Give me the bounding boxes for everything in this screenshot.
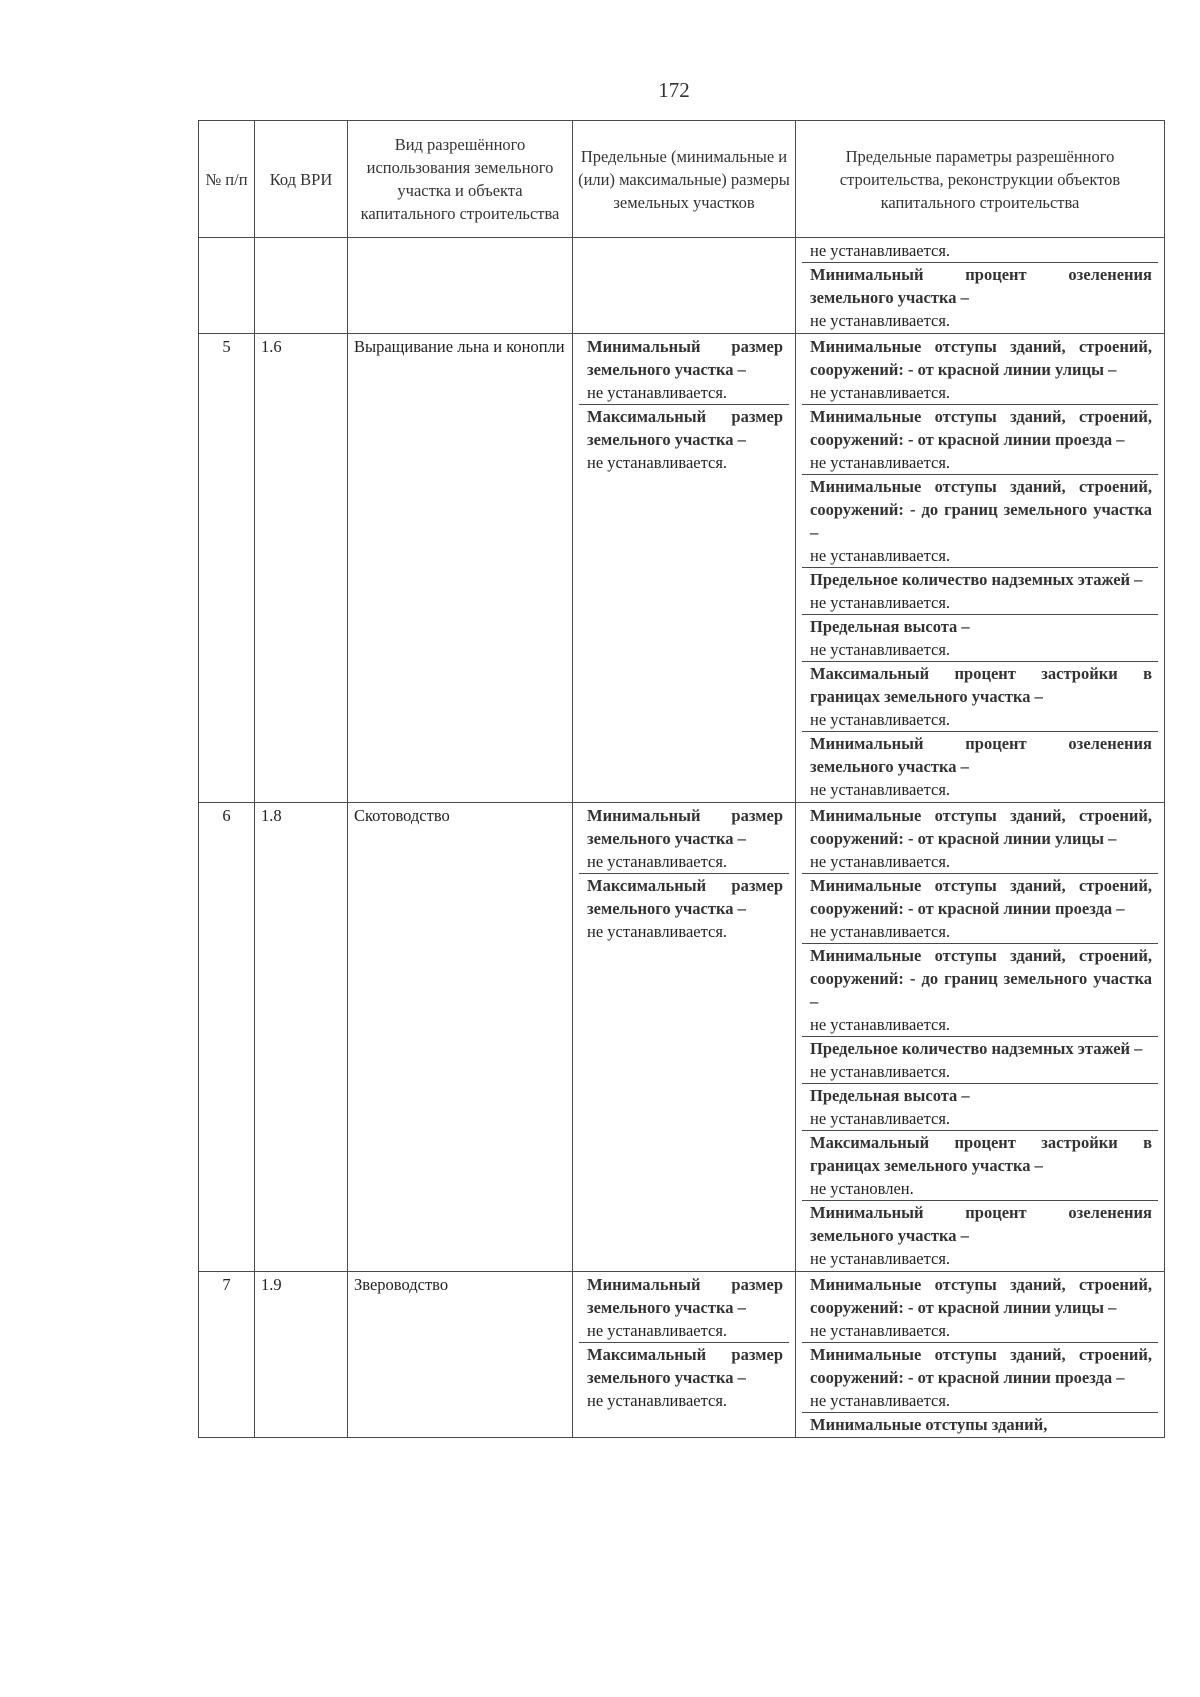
size-item-label: Максимальный размер земельного участка – [587,876,783,918]
row-name: Выращивание льна и конопли [348,334,573,803]
param-item-value: не устанавливается. [810,922,951,941]
row-code: 1.6 [255,334,348,803]
param-item [802,944,1158,1037]
size-item-label: Минимальный размер земельного участка – [587,806,783,848]
param-item-label: Минимальные отступы зданий, строений, сооружений: - от красной линии улицы – [810,1275,1152,1317]
param-item-label: Максимальный процент застройки в границах земельного участка – [810,664,1152,706]
row-number: 6 [199,803,255,1272]
param-item-value: не устанавливается. [810,241,951,260]
row-code: 1.8 [255,803,348,1272]
header-num: № п/п [199,121,255,238]
page-number: 172 [658,78,690,102]
size-item [579,1273,789,1343]
params-cell [796,1272,1165,1438]
sizes-cell [573,1272,796,1438]
table-row [199,1272,1165,1438]
param-item-value: не устанавливается. [810,453,951,472]
param-item [802,263,1158,332]
size-item [579,335,789,405]
param-item-value: не устанавливается. [810,1321,951,1340]
param-item [802,1343,1158,1413]
size-item-label: Минимальный размер земельного участка – [587,1275,783,1317]
param-item-value: не устанавливается. [810,1391,951,1410]
size-item [579,1343,789,1412]
param-item-value: не устанавливается. [810,780,951,799]
param-item-value: не устанавливается. [810,640,951,659]
param-item-label: Предельная высота – [810,1086,970,1105]
header-code: Код ВРИ [255,121,348,238]
param-item [802,239,1158,263]
size-item-label: Минимальный размер земельного участка – [587,337,783,379]
params-cell [796,803,1165,1272]
param-item-value: не устанавливается. [810,1249,951,1268]
param-item-label: Минимальный процент озеленения земельного участка – [810,734,1152,776]
regulations-table [198,120,1165,1438]
table-row [199,803,1165,1272]
size-item [579,804,789,874]
param-item-label: Минимальный процент озеленения земельного участка – [810,265,1152,307]
empty-cell [348,238,573,334]
sizes-cell [573,803,796,1272]
param-item-value: не устанавливается. [810,593,951,612]
param-item-label: Минимальные отступы зданий, строений, сооружений: - от красной линии улицы – [810,337,1152,379]
params-cell [796,334,1165,803]
param-item-label: Предельное количество надземных этажей – [810,570,1143,589]
row-number: 5 [199,334,255,803]
param-item [802,615,1158,662]
size-item-value: не устанавливается. [587,1391,728,1410]
param-item-value: не устанавливается. [810,1109,951,1128]
size-item-label: Максимальный размер земельного участка – [587,407,783,449]
row-number: 7 [199,1272,255,1438]
param-item-label: Предельная высота – [810,617,970,636]
size-item-value: не устанавливается. [587,852,728,871]
row-code: 1.9 [255,1272,348,1438]
param-item-value: не устанавливается. [810,311,951,330]
param-item-value: не устанавливается. [810,710,951,729]
header-params: Предельные параметры разрешённого строительства, реконструкции объектов капитального строительства [796,121,1165,238]
size-item [579,874,789,943]
size-item-value: не устанавливается. [587,453,728,472]
param-item-label: Максимальный процент застройки в границах земельного участка – [810,1133,1152,1175]
param-item-label: Минимальные отступы зданий, строений, сооружений: - до границ земельного участка – [810,477,1152,542]
param-item [802,662,1158,732]
row-name: Скотоводство [348,803,573,1272]
param-item [802,1131,1158,1201]
param-item-label: Минимальные отступы зданий, [810,1415,1048,1434]
param-item [802,1037,1158,1084]
param-item-label: Минимальный процент озеленения земельного участка – [810,1203,1152,1245]
param-item-value: не устанавливается. [810,852,951,871]
empty-cell [199,238,255,334]
param-item [802,475,1158,568]
param-item [802,874,1158,944]
header-name: Вид разрешённого использования земельного участка и объекта капитального строительства [348,121,573,238]
param-item [802,1201,1158,1270]
param-item [802,568,1158,615]
size-item-value: не устанавливается. [587,1321,728,1340]
size-item-value: не устанавливается. [587,383,728,402]
param-item-label: Минимальные отступы зданий, строений, сооружений: - до границ земельного участка – [810,946,1152,1011]
param-item-label: Предельное количество надземных этажей – [810,1039,1143,1058]
empty-cell [255,238,348,334]
param-item-label: Минимальные отступы зданий, строений, сооружений: - от красной линии проезда – [810,1345,1152,1387]
param-item [802,405,1158,475]
param-item [802,1273,1158,1343]
param-item [802,335,1158,405]
header-row [199,121,1165,238]
header-sizes: Предельные (минимальные и (или) максимальные) размеры земельных участков [573,121,796,238]
param-item [802,804,1158,874]
table-row-carryover [199,238,1165,334]
params-cell [796,238,1165,334]
param-item-value: не устанавливается. [810,546,951,565]
row-name: Звероводство [348,1272,573,1438]
param-item-value: не устанавливается. [810,1062,951,1081]
param-item-value: не устанавливается. [810,1015,951,1034]
table-row [199,334,1165,803]
param-item-value: не установлен. [810,1179,914,1198]
empty-cell [573,238,796,334]
param-item [802,1413,1158,1436]
param-item-value: не устанавливается. [810,383,951,402]
size-item-label: Максимальный размер земельного участка – [587,1345,783,1387]
param-item-label: Минимальные отступы зданий, строений, сооружений: - от красной линии улицы – [810,806,1152,848]
size-item [579,405,789,474]
param-item-label: Минимальные отступы зданий, строений, сооружений: - от красной линии проезда – [810,876,1152,918]
param-item-label: Минимальные отступы зданий, строений, сооружений: - от красной линии проезда – [810,407,1152,449]
size-item-value: не устанавливается. [587,922,728,941]
param-item [802,732,1158,801]
param-item [802,1084,1158,1131]
sizes-cell [573,334,796,803]
